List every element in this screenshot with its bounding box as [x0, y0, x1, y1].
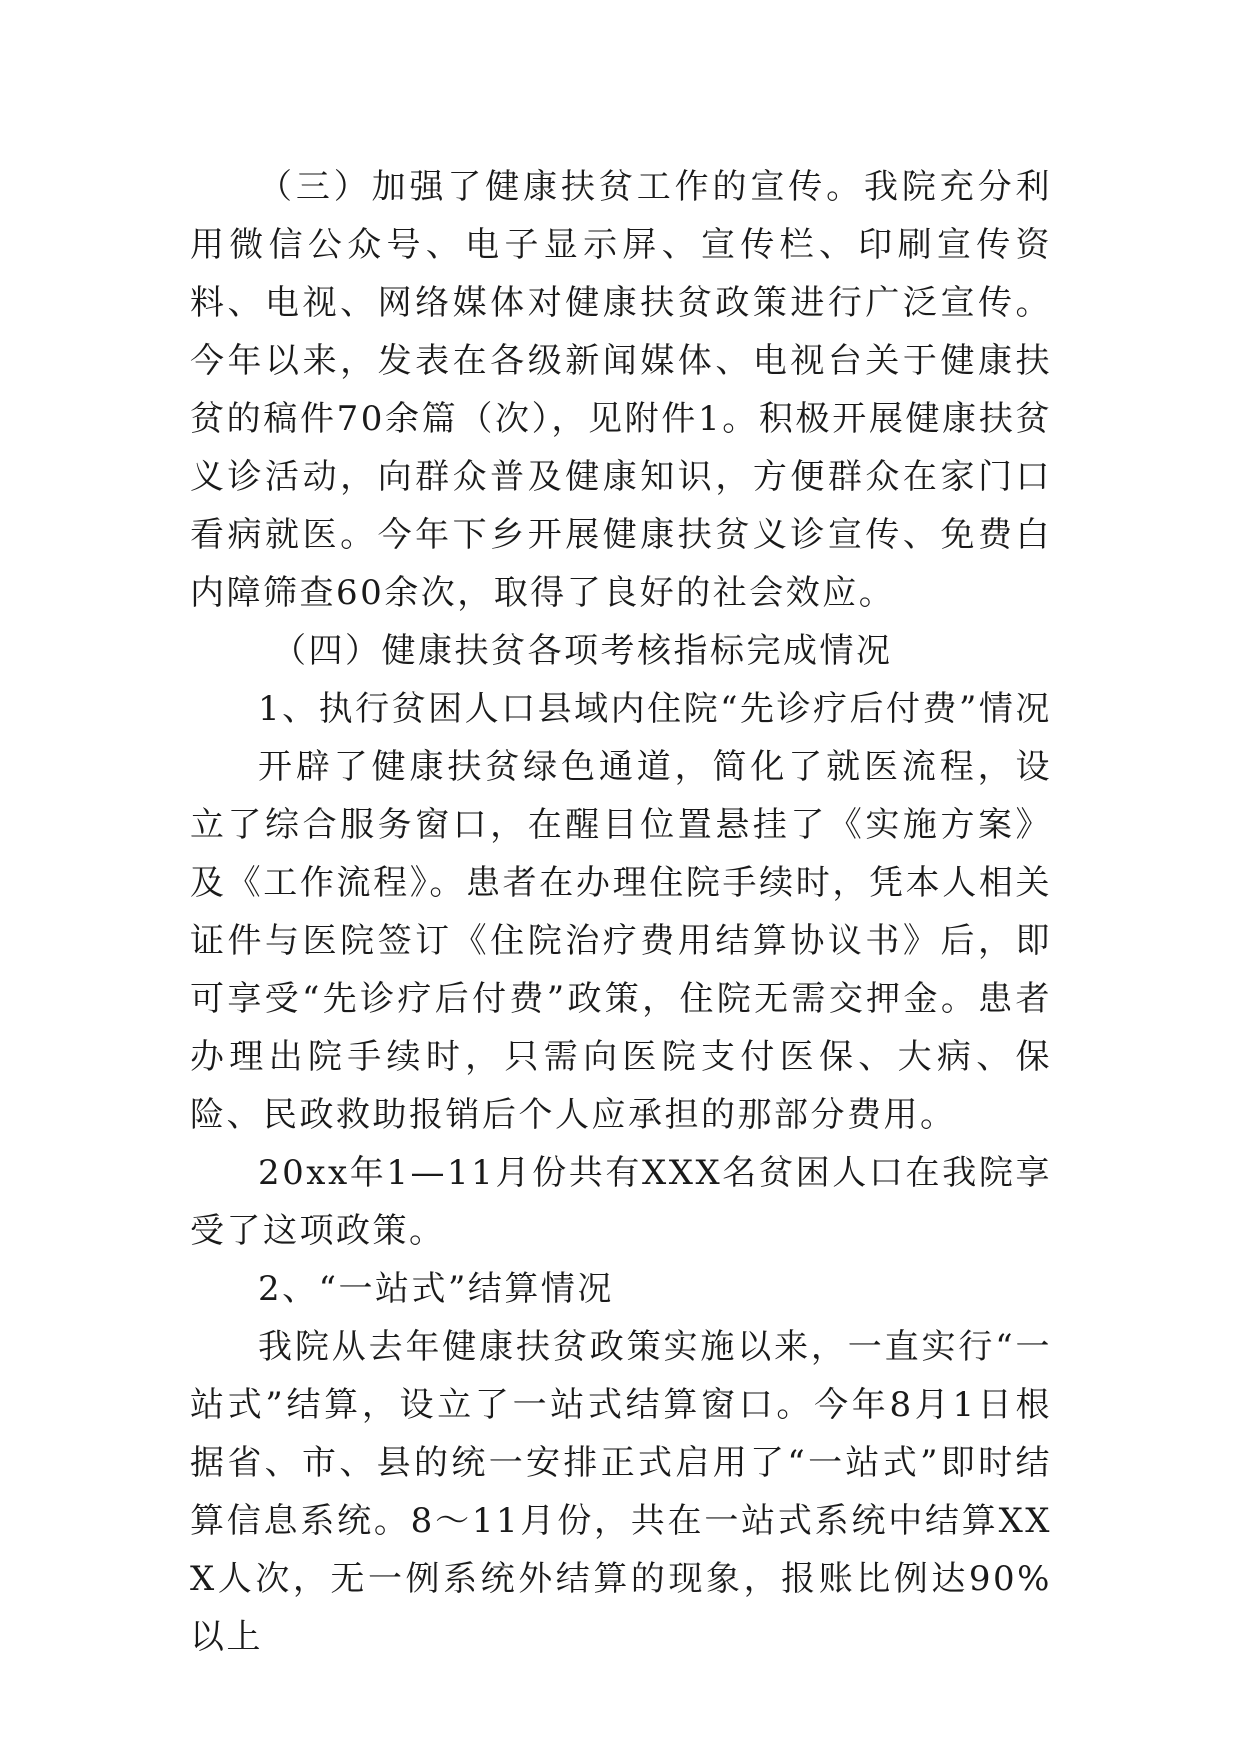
subheading-treat-first-pay-later: 1、执行贫困人口县域内住院“先诊疗后付费”情况 — [258, 689, 1052, 729]
subheading-one-stop-settlement: 2、“一站式”结算情况 — [258, 1269, 614, 1309]
paragraph-policy-beneficiaries: 20xx年1—11月份共有XXX名贫困人口在我院享受了这项政策。 — [190, 1153, 1052, 1251]
document-body — [190, 158, 1052, 1666]
paragraph-one-stop-details: 我院从去年健康扶贫政策实施以来，一直实行“一站式”结算，设立了一站式结算窗口。今年8月1日根据省、市、县的统一安排正式启用了“一站式”即时结算信息系统。8～11月份，共在一站式系统中结算XXX人次，无一例系统外结算的现象，报账比例达90%以上 — [190, 1327, 1052, 1657]
paragraph-publicity: （三）加强了健康扶贫工作的宣传。我院充分利用微信公众号、电子显示屏、宣传栏、印刷宣传资料、电视、网络媒体对健康扶贫政策进行广泛宣传。今年以来，发表在各级新闻媒体、电视台关于健康扶贫的稿件70余篇（次），见附件1。积极开展健康扶贫义诊活动，向群众普及健康知识，方便群众在家门口看病就医。今年下乡开展健康扶贫义诊宣传、免费白内障筛查60余次，取得了良好的社会效应。 — [190, 167, 1052, 613]
section-heading-indicators: （四）健康扶贫各项考核指标完成情况 — [272, 631, 893, 671]
paragraph-green-channel: 开辟了健康扶贫绿色通道，简化了就医流程，设立了综合服务窗口，在醒目位置悬挂了《实施方案》及《工作流程》。患者在办理住院手续时，凭本人相关证件与医院签订《住院治疗费用结算协议书》后，即可享受“先诊疗后付费”政策，住院无需交押金。患者办理出院手续时，只需向医院支付医保、大病、保险、民政救助报销后个人应承担的那部分费用。 — [190, 747, 1052, 1135]
